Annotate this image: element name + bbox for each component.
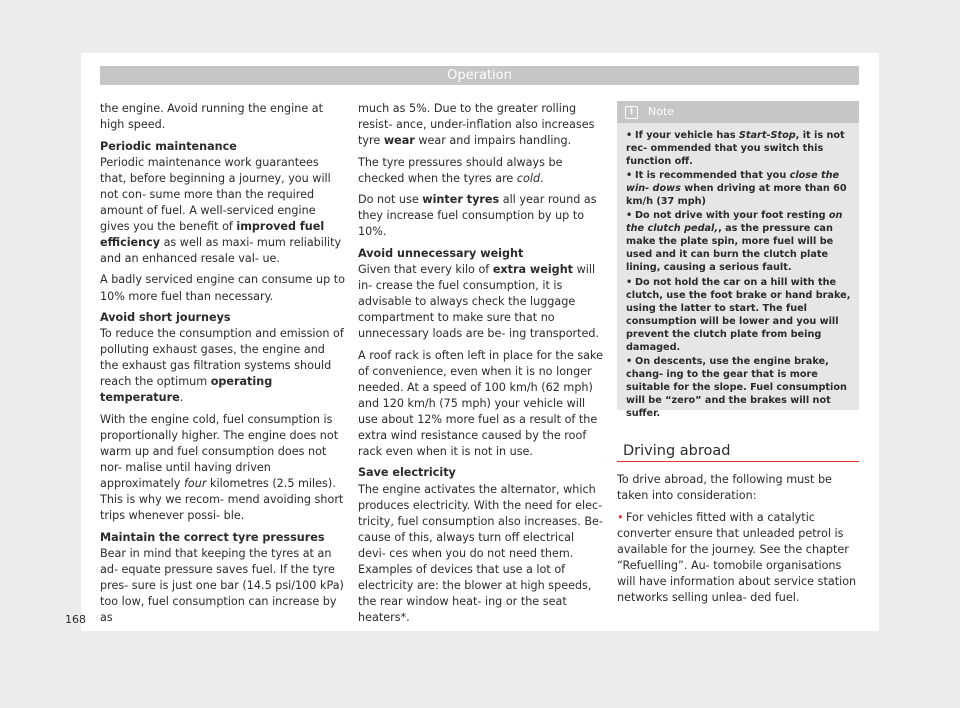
paragraph: much as 5%. Due to the greater rolling resist- ance, under-inflation also increases tyre wear wear and impairs handling.	[358, 102, 595, 148]
note-item: • If your vehicle has Start-Stop, it is not rec- ommended that you switch this function off.	[626, 130, 845, 168]
paragraph: Bear in mind that keeping the tyres at an ad- equate pressure saves fuel. If the tyre pres- sure is just one bar (14.5 psi/100 kPa) too low, fuel consumption can increase by as	[100, 546, 344, 624]
bullet-paragraph: • For vehicles fitted with a catalytic converter ensure that unleaded petrol is available for the journey. See the chapter “Refuelling”. Au- tomobile organisations will have information about service station networks selling unlea- ded fuel.	[617, 510, 857, 604]
paragraph: To reduce the consumption and emission of polluting exhaust gases, the engine and the exhaust gas filtration systems should reach the optimum operating temperature.	[100, 327, 344, 405]
info-icon: i	[625, 106, 638, 119]
paragraph: Do not use winter tyres all year round as they increase fuel consumption by up to 10%.	[358, 193, 597, 239]
column-2	[358, 101, 603, 631]
paragraph: A badly serviced engine can consume up to 10% more fuel than necessary.	[100, 273, 345, 303]
paragraph: The tyre pressures should always be checked when the tyres are cold.	[358, 155, 563, 185]
note-box	[617, 101, 859, 419]
paragraph: The engine activates the alternator, which produces electricity. With the need for elec- tricity, fuel consumption also increases. Be- cause of this, always turn off electrical devi- ces when you do not need them. Examples of devices that use a lot of electricity are: the blower at high speeds, the rear window heat- ing or the seat heaters*.	[358, 482, 603, 624]
paragraph: With the engine cold, fuel consumption is proportionally higher. The engine does not warm up and fuel consumption does not nor- malise until having driven approximately four kilometres (2.5 miles). This is why we recom- mend avoiding short trips whenever possi- ble.	[100, 412, 344, 523]
paragraph: the engine. Avoid running the engine at high speed.	[100, 102, 324, 132]
paragraph: Periodic maintenance work guarantees that, before beginning a journey, you will not con- sume more than the required amount of fuel. A well-serviced engine gives you the benefit of improved fuel efficiency as well as maxi- mum reliability and an enhanced resale val- ue.	[100, 155, 342, 265]
heading-tyre-pressures: Maintain the correct tyre pressures	[100, 530, 325, 544]
heading-avoid-unnecessary-weight: Avoid unnecessary weight	[358, 246, 524, 260]
page-header: Operation	[100, 66, 859, 85]
paragraph: To drive abroad, the following must be taken into consideration:	[617, 473, 832, 503]
heading-save-electricity: Save electricity	[358, 466, 456, 480]
note-title: Note	[648, 105, 675, 118]
section-title: Driving abroad	[623, 443, 731, 459]
paragraph: Given that every kilo of extra weight will in- crease the fuel consumption, it is advisable to always check the luggage compartment to make sure that no unnecessary loads are be- ing transported.	[358, 262, 600, 341]
note-header	[617, 101, 859, 123]
column-3	[617, 472, 863, 611]
note-body	[617, 123, 859, 420]
page-number: 168	[65, 613, 86, 626]
paragraph: A roof rack is often left in place for the sake of convenience, even when it is no longer needed. At a speed of 100 km/h (62 mph) and 120 km/h (75 mph) your vehicle will use about 12% more fuel as a result of the extra wind resistance caused by the roof rack even when it is not in use.	[358, 348, 603, 458]
note-item: • Do not hold the car on a hill with the clutch, use the foot brake or hand brake, using the latter to start. The fuel consumption will be lower and you will prevent the clutch plate from being damaged.	[626, 276, 851, 353]
note-item: • It is recommended that you close the win- dows when driving at more than 60 km/h (37 mph)	[626, 170, 847, 208]
heading-periodic-maintenance: Periodic maintenance	[100, 139, 237, 153]
column-1	[100, 101, 346, 631]
heading-avoid-short-journeys: Avoid short journeys	[100, 311, 231, 325]
section-heading	[617, 437, 859, 462]
note-item: • Do not drive with your foot resting on the clutch pedal,, as the pressure can make the plate spin, more fuel will be used and it can burn the clutch plate lining, causing a serious fault.	[626, 210, 843, 274]
note-item: • On descents, use the engine brake, chang- ing to the gear that is more suitable for the slope. Fuel consumption will be “zero” and the brakes will not suffer.	[626, 355, 847, 419]
